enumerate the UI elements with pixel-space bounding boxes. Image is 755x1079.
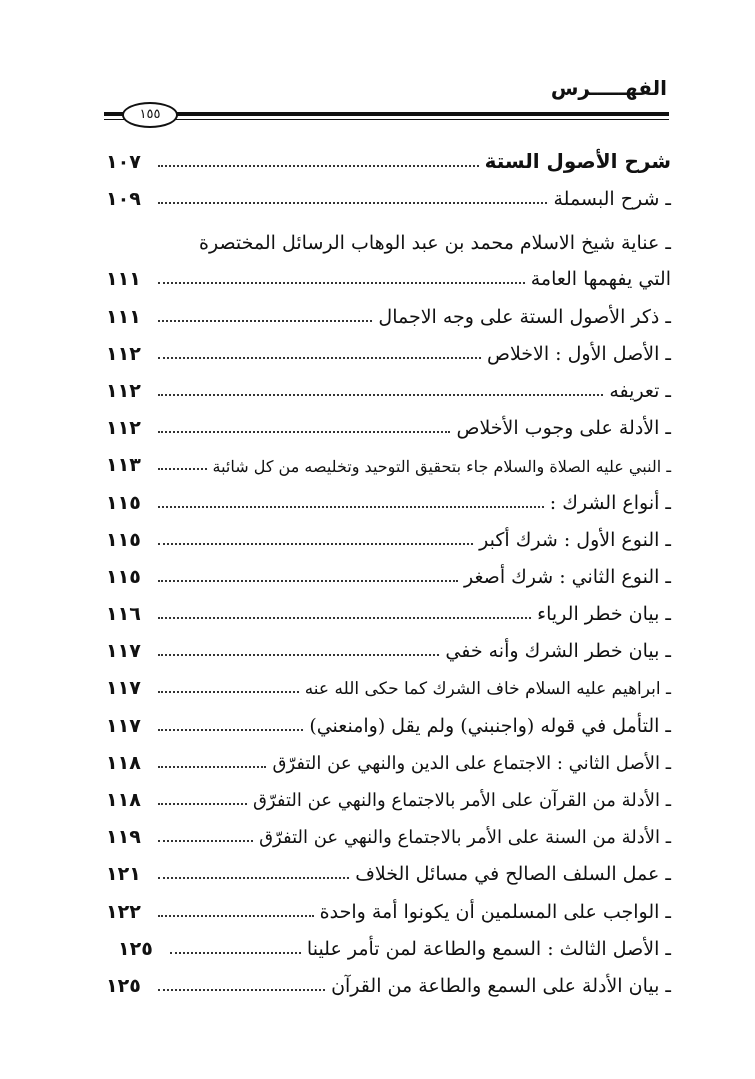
toc-entry [106,703,671,740]
header-rule-thin [104,119,669,120]
dot-leader [158,580,458,582]
toc-entry [106,889,671,926]
running-header-title: الفهـــــرس [550,76,667,100]
entry-text: ـ الأدلة من القرآن على الأمر بالاجتماع والنهي عن التفرّق [252,790,671,811]
dot-leader [158,989,325,991]
dot-leader [158,202,547,204]
entry-page: ١٢٥ [106,974,141,997]
entry-page: ١١١ [106,268,141,291]
toc-entry [106,518,671,555]
dot-leader [158,431,450,433]
dot-leader [158,766,266,768]
toc-entry [106,778,671,815]
entry-text: ـ عناية شيخ الاسلام محمد بن عبد الوهاب الرسائل المختصرة [199,232,671,255]
dot-leader [158,468,207,470]
toc-entry [106,815,671,852]
entry-page: ١١٨ [106,789,141,811]
entry-page: ١١١ [106,305,141,328]
dot-leader [158,803,247,805]
entry-page: ١١٥ [106,565,141,588]
toc-entry [106,927,671,964]
entry-page: ١٢٥ [118,937,153,960]
toc-entry [106,629,671,666]
dot-leader [158,617,531,619]
entry-page: ١١٥ [106,528,141,551]
toc-section-heading [106,140,671,177]
dot-leader [158,165,479,167]
entry-page: ١١٢ [106,379,141,402]
dot-leader [158,654,439,656]
entry-page: ١٠٩ [106,188,141,211]
entry-text: ـ الأصل الأول : الاخلاص [486,342,671,365]
entry-text: ـ الواجب على المسلمين أن يكونوا أمة واحدة [319,900,671,923]
entry-text: ـ أنواع الشرك : [549,491,671,514]
entry-text: ـ عمل السلف الصالح في مسائل الخلاف [355,863,671,886]
entry-page: ١١٢ [106,417,141,440]
entry-text: التي يفهمها العامة [530,268,671,291]
entry-page: ١١٣ [106,454,141,477]
entry-text: ـ بيان الأدلة على السمع والطاعة من القرآن [331,974,671,997]
dot-leader [158,840,253,842]
entry-text: ـ الأصل الثالث : السمع والطاعة لمن تأمر علينا [306,937,671,960]
entry-page: ١١٩ [106,826,141,849]
toc-entry-continued [106,258,671,294]
entry-page: ١١٧ [106,677,141,700]
dot-leader [158,691,299,693]
entry-text: ـ تعريفه [609,379,671,402]
toc-entry [106,369,671,406]
entry-page: ١١٦ [106,603,141,626]
toc-entry [106,294,671,331]
toc-entry [106,741,671,778]
section-title: شرح الأصول الستة [484,149,671,174]
entry-text: ـ شرح البسملة [553,188,671,211]
dot-leader [170,952,301,954]
toc-entry [106,406,671,443]
entry-text: ـ بيان خطر الشرك وأنه خفي [445,640,671,663]
dot-leader [158,320,372,322]
entry-page: ١١٢ [106,342,141,365]
entry-page: ١٢٢ [106,900,141,923]
entry-text: ـ ابراهيم عليه السلام خاف الشرك كما حكى الله عنه [304,679,671,700]
page-number: ١٥٥ [122,102,178,128]
section-page: ١٠٧ [106,151,141,174]
entry-text: ـ النبي عليه الصلاة والسلام جاء بتحقيق التوحيد وتخليصه من كل شائبة [212,457,671,477]
dot-leader [158,877,349,879]
entry-page: ١١٨ [106,751,141,774]
entry-text: ـ بيان خطر الرياء [537,603,671,626]
entry-page: ١١٧ [106,714,141,737]
toc-entry [106,852,671,889]
dot-leader [158,282,525,284]
entry-text: ـ ذكر الأصول الستة على وجه الاجمال [378,305,671,328]
toc-entry [106,177,671,214]
toc-entry [106,555,671,592]
toc-entry [106,964,671,1001]
dot-leader [158,394,603,396]
header-rule [104,112,669,116]
entry-text: ـ الأدلة على وجوب الأخلاص [456,417,671,440]
table-of-contents [106,140,671,1001]
entry-page: ١٢١ [106,863,141,886]
dot-leader [158,357,481,359]
entry-text: ـ التأمل في قوله (واجنبني) ولم يقل (وامنعني) [309,714,671,737]
entry-text: ـ النوع الأول : شرك أكبر [479,528,671,551]
toc-entry [106,592,671,629]
toc-entry [106,443,671,480]
dot-leader [158,729,303,731]
entry-text: ـ الأصل الثاني : الاجتماع على الدين والنهي عن التفرّق [272,752,671,774]
entry-text: ـ النوع الثاني : شرك أصغر [464,565,671,588]
toc-entry [106,214,671,258]
dot-leader [158,543,473,545]
entry-page: ١١٥ [106,491,141,514]
entry-page: ١١٧ [106,640,141,663]
toc-entry [106,332,671,369]
toc-entry [106,666,671,703]
dot-leader [158,506,544,508]
toc-entry [106,480,671,517]
entry-text: ـ الأدلة من السنة على الأمر بالاجتماع والنهي عن التفرّق [259,827,671,849]
dot-leader [158,915,314,917]
